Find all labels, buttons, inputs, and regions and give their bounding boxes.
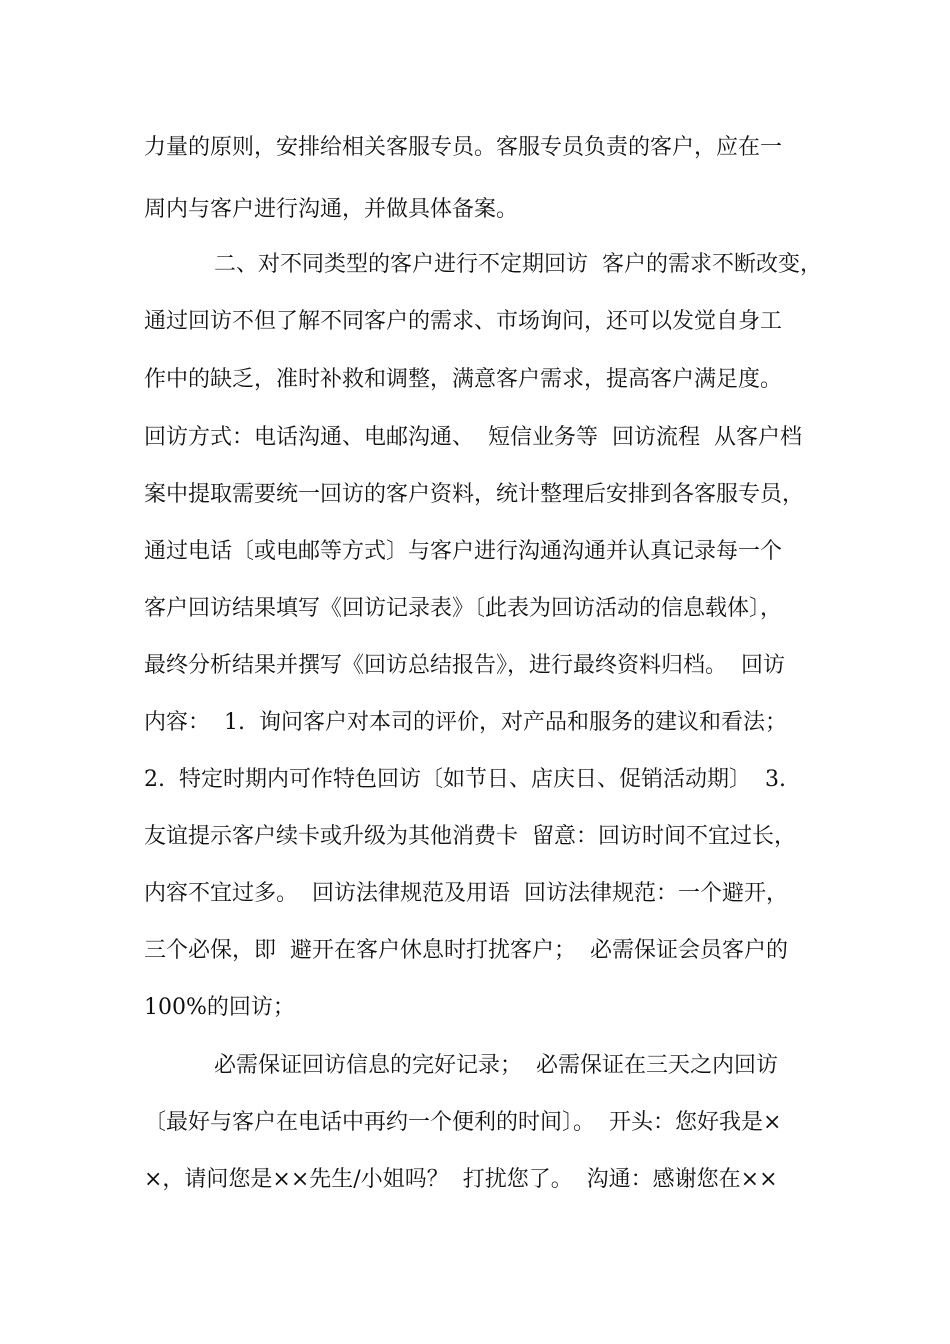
text-line-4: 通过回访不但了解不同客户的需求、市场询问，还可以发觉自身工	[144, 309, 783, 334]
text-line-10: 最终分析结果并撰写《回访总结报告》，进行最终资料归档。 回访	[144, 653, 785, 678]
text-line-16: 100%的回访；	[144, 995, 295, 1020]
text-line-13: 友谊提示客户续卡或升级为其他消费卡 留意：回访时间不宜过长，	[144, 824, 796, 849]
text-line-7: 案中提取需要统一回访的客户资料，统计整理后安排到各客服专员，	[144, 482, 805, 507]
text-line-1: 力量的原则，安排给相关客服专员。客服专员负责的客户，应在一	[144, 135, 783, 160]
text-line-5: 作中的缺乏，准时补救和调整，满意客户需求，提高客户满足度。	[144, 367, 783, 392]
text-line-6: 回访方式：电话沟通、电邮沟通、 短信业务等 回访流程 从客户档	[144, 425, 802, 450]
text-line-11: 内容： 1. 询问客户对本司的评价，对产品和服务的建议和看法；	[144, 710, 787, 735]
text-line-3: 二、对不同类型的客户进行不定期回访 客户的需求不断改变，	[214, 252, 822, 277]
text-line-14: 内容不宜过多。 回访法律规范及用语 回访法律规范：一个避开，	[144, 881, 788, 906]
text-line-17: 必需保证回访信息的完好记录； 必需保证在三天之内回访	[214, 1053, 778, 1078]
text-line-9: 客户回访结果填写《回访记录表》〔此表为回访活动的信息载体〕，	[144, 596, 783, 621]
text-line-8: 通过电话〔或电邮等方式〕与客户进行沟通沟通并认真记录每一个	[144, 539, 783, 564]
text-line-2: 周内与客户进行沟通，并做具体备案。	[144, 197, 519, 222]
text-line-15: 三个必保，即 避开在客户休息时打扰客户； 必需保证会员客户的	[144, 938, 788, 963]
text-line-12: 2. 特定时期内可作特色回访〔如节日、店庆日、促销活动期〕 3.	[144, 767, 786, 792]
text-line-19: ×，请问您是××先生/小姐吗？ 打扰您了。 沟通：感谢您在××	[144, 1167, 778, 1192]
text-line-18: 〔最好与客户在电话中再约一个便利的时间〕。 开头：您好我是×	[144, 1110, 782, 1135]
